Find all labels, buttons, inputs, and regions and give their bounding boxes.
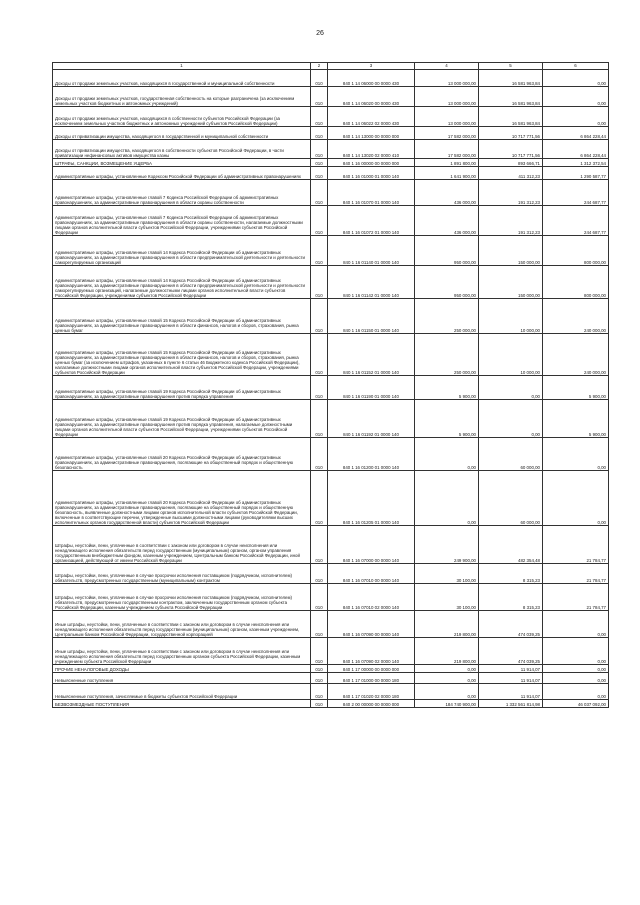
- row-name-cell: Административные штрафы, установленные Кодексом Российской Федерации об административных правонарушениях: [53, 167, 311, 180]
- row-name-cell: Доходы от продажи земельных участков, находящихся в собственности субъектов Российской Федерации (за исключением земельных участков бюджетных и автономных учреждений субъектов Российской Федерации): [53, 107, 311, 127]
- row-code-cell: 010: [311, 673, 328, 684]
- column-header: 4: [415, 63, 479, 70]
- column-header: 1: [53, 63, 311, 70]
- unexecuted-amount-cell: 5 900,00: [543, 376, 609, 400]
- column-header: 3: [328, 63, 415, 70]
- approved-amount-cell: 5 900,00: [415, 376, 479, 400]
- income-code-cell: 840 1 16 01190 01 0000 140: [328, 376, 415, 400]
- row-name-cell: Административные штрафы, установленные главой 14 Кодекса Российской Федерации об административных правонарушениях, за административные правонарушения в области предпринимательской деятельности и деятельности саморегулируемых организаций: [53, 236, 311, 266]
- unexecuted-amount-cell: 5 900,00: [543, 400, 609, 438]
- row-code-cell: 010: [311, 376, 328, 400]
- income-code-cell: 840 1 14 13020 02 0000 410: [328, 140, 415, 159]
- executed-amount-cell: 16 581 963,84: [479, 87, 543, 107]
- approved-amount-cell: 250 000,00: [415, 334, 479, 376]
- income-code-cell: 840 1 16 01200 01 0000 140: [328, 438, 415, 471]
- row-name-cell: Невыясненные поступления: [53, 673, 311, 684]
- column-header: 2: [311, 63, 328, 70]
- row-code-cell: 010: [311, 299, 328, 334]
- row-code-cell: 010: [311, 167, 328, 180]
- approved-amount-cell: 30 100,00: [415, 584, 479, 611]
- row-code-cell: 010: [311, 684, 328, 700]
- unexecuted-amount-cell: 0,00: [543, 107, 609, 127]
- row-code-cell: 010: [311, 665, 328, 673]
- unexecuted-amount-cell: 0,00: [543, 438, 609, 471]
- approved-amount-cell: 436 000,00: [415, 206, 479, 236]
- income-code-cell: 840 1 16 07090 02 0000 140: [328, 638, 415, 665]
- row-name-cell: Штрафы, неустойки, пени, уплаченные в случае просрочки исполнения поставщиком (подрядчиком, исполнителем) обязательств, предусмотренных государственным (муниципальным) контрактом: [53, 564, 311, 584]
- row-code-cell: 010: [311, 266, 328, 299]
- row-name-cell: Административные штрафы, установленные главой 19 Кодекса Российской Федерации об административных правонарушениях, за административные правонарушения против порядка управления: [53, 376, 311, 400]
- page-number: 26: [316, 30, 324, 37]
- table-row: [53, 471, 609, 526]
- row-code-cell: 010: [311, 584, 328, 611]
- approved-amount-cell: 250 000,00: [415, 299, 479, 334]
- row-code-cell: 010: [311, 70, 328, 87]
- unexecuted-amount-cell: 0,00: [543, 665, 609, 673]
- table-row: [53, 236, 609, 266]
- row-code-cell: 010: [311, 438, 328, 471]
- approved-amount-cell: 13 000 000,00: [415, 70, 479, 87]
- table-row: [53, 564, 609, 584]
- row-name-cell: Иные штрафы, неустойки, пени, уплаченные в соответствии с законом или договором в случае неисполнения или ненадлежащего исполнения обязательств перед государственным органом субъекта Российской Федерации, казенным учреждением субъекта Российской Федерации: [53, 638, 311, 665]
- executed-amount-cell: 0,00: [479, 400, 543, 438]
- executed-amount-cell: 150 000,00: [479, 266, 543, 299]
- unexecuted-amount-cell: 244 687,77: [543, 206, 609, 236]
- table-row: [53, 266, 609, 299]
- executed-amount-cell: 60 000,00: [479, 438, 543, 471]
- unexecuted-amount-cell: 240 000,00: [543, 299, 609, 334]
- unexecuted-amount-cell: 46 037 092,00: [543, 700, 609, 708]
- table-row: [53, 665, 609, 673]
- unexecuted-amount-cell: 0,00: [543, 70, 609, 87]
- row-name-cell: ШТРАФЫ, САНКЦИИ, ВОЗМЕЩЕНИЕ УЩЕРБА: [53, 159, 311, 167]
- executed-amount-cell: 16 581 963,84: [479, 70, 543, 87]
- table-row: [53, 299, 609, 334]
- executed-amount-cell: 10 717 771,56: [479, 127, 543, 140]
- unexecuted-amount-cell: 21 784,77: [543, 564, 609, 584]
- income-code-cell: 840 1 16 01072 01 0000 140: [328, 206, 415, 236]
- row-name-cell: Административные штрафы, установленные главой 7 Кодекса Российской Федерации об административных правонарушениях, за административные правонарушения в области охраны собственности: [53, 180, 311, 206]
- approved-amount-cell: 17 582 000,00: [415, 127, 479, 140]
- unexecuted-amount-cell: 0,00: [543, 684, 609, 700]
- income-code-cell: 840 1 14 06022 02 0000 430: [328, 107, 415, 127]
- row-code-cell: 010: [311, 400, 328, 438]
- row-code-cell: 010: [311, 87, 328, 107]
- table-row: [53, 70, 609, 87]
- table-row: [53, 167, 609, 180]
- executed-amount-cell: 16 581 963,84: [479, 107, 543, 127]
- executed-amount-cell: 8 315,23: [479, 564, 543, 584]
- approved-amount-cell: 0,00: [415, 665, 479, 673]
- unexecuted-amount-cell: 240 000,00: [543, 334, 609, 376]
- income-code-cell: 840 1 17 01000 00 0000 180: [328, 673, 415, 684]
- unexecuted-amount-cell: 21 784,77: [543, 526, 609, 564]
- income-code-cell: 840 1 16 01070 01 0000 140: [328, 180, 415, 206]
- income-code-cell: 840 1 16 01150 01 0000 140: [328, 299, 415, 334]
- unexecuted-amount-cell: 6 864 228,44: [543, 127, 609, 140]
- approved-amount-cell: 436 000,00: [415, 180, 479, 206]
- unexecuted-amount-cell: 0,00: [543, 638, 609, 665]
- table-row: [53, 700, 609, 708]
- row-code-cell: 010: [311, 638, 328, 665]
- income-code-cell: 840 1 16 07010 02 0000 140: [328, 584, 415, 611]
- unexecuted-amount-cell: 0,00: [543, 611, 609, 638]
- row-name-cell: Штрафы, неустойки, пени, уплаченные в случае просрочки исполнения поставщиком (подрядчиком, исполнителем) обязательств, предусмотренных государственным контрактом, заключенным государственным органом субъекта Российской Федерации, казенным учреждением субъекта Российской Федерации: [53, 584, 311, 611]
- row-code-cell: 010: [311, 334, 328, 376]
- column-header: 6: [543, 63, 609, 70]
- income-code-cell: 840 1 16 01152 01 0000 140: [328, 334, 415, 376]
- table-row: [53, 180, 609, 206]
- approved-amount-cell: 0,00: [415, 684, 479, 700]
- unexecuted-amount-cell: 0,00: [543, 673, 609, 684]
- table-row: [53, 140, 609, 159]
- executed-amount-cell: 191 312,23: [479, 180, 543, 206]
- table-row: [53, 400, 609, 438]
- table-row: [53, 526, 609, 564]
- row-name-cell: Штрафы, неустойки, пени, уплаченные в соответствии с законом или договором в случае неисполнения или ненадлежащего исполнения обязательств перед государственным (муниципальным) органом, органом управления государственным внебюджетным фондом, казенным учреждением, Центральным банком Российской Федерации, иной организацией, действующей от имени Российской Федерации: [53, 526, 311, 564]
- income-code-cell: 840 2 00 00000 00 0000 000: [328, 700, 415, 708]
- unexecuted-amount-cell: 0,00: [543, 87, 609, 107]
- row-code-cell: 010: [311, 107, 328, 127]
- unexecuted-amount-cell: 800 000,00: [543, 236, 609, 266]
- unexecuted-amount-cell: 800 000,00: [543, 266, 609, 299]
- income-code-cell: 840 1 16 00000 00 0000 000: [328, 159, 415, 167]
- row-name-cell: Административные штрафы, установленные главой 20 Кодекса Российской Федерации об административных правонарушениях, за административные правонарушения, посягающие на общественный порядок и общественную безопасность, выявленные должностными лицами органов исполнительной власти субъектов Российской Федерации, включенные в соответствующие перечни, утвержденные высшими должностными лицами (руководителями высших исполнительных органов государственной власти) субъектов Российской Федерации: [53, 471, 311, 526]
- income-code-cell: 840 1 14 06020 00 0000 430: [328, 87, 415, 107]
- executed-amount-cell: 60 000,00: [479, 471, 543, 526]
- table-body: [53, 70, 609, 708]
- income-code-cell: 840 1 16 01205 01 0000 140: [328, 471, 415, 526]
- executed-amount-cell: 11 914,07: [479, 665, 543, 673]
- approved-amount-cell: 17 582 000,00: [415, 140, 479, 159]
- row-name-cell: Административные штрафы, установленные главой 19 Кодекса Российской Федерации об административных правонарушениях, за административные правонарушения против порядка управления, налагаемые должностными лицами органов исполнительной власти субъектов Российской Федерации, учреждениями субъектов Российской Федерации: [53, 400, 311, 438]
- row-code-cell: 010: [311, 206, 328, 236]
- approved-amount-cell: 950 000,00: [415, 266, 479, 299]
- income-code-cell: 840 1 14 13000 00 0000 000: [328, 127, 415, 140]
- row-code-cell: 010: [311, 180, 328, 206]
- table-row: [53, 127, 609, 140]
- approved-amount-cell: 13 000 000,00: [415, 107, 479, 127]
- unexecuted-amount-cell: 0,00: [543, 471, 609, 526]
- column-number-row: [53, 63, 609, 70]
- row-name-cell: Административные штрафы, установленные главой 14 Кодекса Российской Федерации об административных правонарушениях, за административные правонарушения в области предпринимательской деятельности и деятельности саморегулируемых организаций, налагаемые должностными лицами органов исполнительной власти субъектов Российской Федерации, учреждениями субъектов Российской Федерации: [53, 266, 311, 299]
- executed-amount-cell: 11 914,07: [479, 684, 543, 700]
- approved-amount-cell: 0,00: [415, 673, 479, 684]
- table-row: [53, 334, 609, 376]
- row-code-cell: 010: [311, 471, 328, 526]
- unexecuted-amount-cell: 1 312 372,54: [543, 159, 609, 167]
- approved-amount-cell: 30 100,00: [415, 564, 479, 584]
- executed-amount-cell: 474 039,25: [479, 638, 543, 665]
- executed-amount-cell: 11 914,07: [479, 673, 543, 684]
- table-row: [53, 438, 609, 471]
- approved-amount-cell: 1 891 800,00: [415, 159, 479, 167]
- unexecuted-amount-cell: 244 687,77: [543, 180, 609, 206]
- executed-amount-cell: 0,00: [479, 376, 543, 400]
- income-code-cell: 840 1 16 07010 00 0000 140: [328, 564, 415, 584]
- row-name-cell: Невыясненные поступления, зачисляемые в бюджеты субъектов Российской Федерации: [53, 684, 311, 700]
- row-name-cell: Административные штрафы, установленные главой 15 Кодекса Российской Федерации об административных правонарушениях, за административные правонарушения в области финансов, налогов и сборов, страхования, рынка ценных бумаг: [53, 299, 311, 334]
- approved-amount-cell: 0,00: [415, 438, 479, 471]
- executed-amount-cell: 191 312,23: [479, 206, 543, 236]
- executed-amount-cell: 1 332 561 814,98: [479, 700, 543, 708]
- unexecuted-amount-cell: 6 864 228,44: [543, 140, 609, 159]
- row-name-cell: Административные штрафы, установленные главой 7 Кодекса Российской Федерации об административных правонарушениях, за административные правонарушения в области охраны собственности, налагаемые должностными лицами органов исполнительной власти субъектов Российской Федерации, учреждениями субъектов Российской Федерации: [53, 206, 311, 236]
- row-code-cell: 010: [311, 700, 328, 708]
- row-name-cell: БЕЗВОЗМЕЗДНЫЕ ПОСТУПЛЕНИЯ: [53, 700, 311, 708]
- row-code-cell: 010: [311, 236, 328, 266]
- executed-amount-cell: 893 666,71: [479, 159, 543, 167]
- income-code-cell: 840 1 16 01140 01 0000 140: [328, 236, 415, 266]
- executed-amount-cell: 10 000,00: [479, 299, 543, 334]
- row-code-cell: 010: [311, 140, 328, 159]
- row-code-cell: 010: [311, 526, 328, 564]
- unexecuted-amount-cell: 1 290 587,77: [543, 167, 609, 180]
- table-row: [53, 638, 609, 665]
- approved-amount-cell: 1 641 900,00: [415, 167, 479, 180]
- table-row: [53, 673, 609, 684]
- income-code-cell: 840 1 16 07000 00 0000 140: [328, 526, 415, 564]
- executed-amount-cell: 150 000,00: [479, 236, 543, 266]
- executed-amount-cell: 474 039,25: [479, 611, 543, 638]
- table-row: [53, 584, 609, 611]
- row-code-cell: 010: [311, 127, 328, 140]
- approved-amount-cell: 184 740 900,00: [415, 700, 479, 708]
- executed-amount-cell: 411 312,23: [479, 167, 543, 180]
- income-code-cell: 840 1 16 01000 01 0000 140: [328, 167, 415, 180]
- row-name-cell: Доходы от продажи земельных участков, государственная собственность на которые разграничена (за исключением земельных участков бюджетных и автономных учреждений): [53, 87, 311, 107]
- row-name-cell: Административные штрафы, установленные главой 20 Кодекса Российской Федерации об административных правонарушениях, за административные правонарушения, посягающие на общественный порядок и общественную безопасность: [53, 438, 311, 471]
- row-code-cell: 010: [311, 611, 328, 638]
- income-code-cell: 840 1 16 01192 01 0000 140: [328, 400, 415, 438]
- column-header: 5: [479, 63, 543, 70]
- income-code-cell: 840 1 16 07090 00 0000 140: [328, 611, 415, 638]
- revenue-table: [52, 62, 609, 708]
- row-name-cell: Административные штрафы, установленные главой 15 Кодекса Российской Федерации об административных правонарушениях, за административные правонарушения в области финансов, налогов и сборов, страхования, рынка ценных бумаг (за исключением штрафов, указанных в пункте 6 статьи 46 Бюджетного кодекса Российской Федерации), налагаемые должностными лицами органов исполнительной власти субъектов Российской Федерации, учреждениями субъектов Российской Федерации: [53, 334, 311, 376]
- table-row: [53, 107, 609, 127]
- executed-amount-cell: 482 354,48: [479, 526, 543, 564]
- executed-amount-cell: 10 000,00: [479, 334, 543, 376]
- table-row: [53, 159, 609, 167]
- approved-amount-cell: 249 900,00: [415, 526, 479, 564]
- approved-amount-cell: 950 000,00: [415, 236, 479, 266]
- income-code-cell: 840 1 16 01142 01 0000 140: [328, 266, 415, 299]
- table-row: [53, 611, 609, 638]
- unexecuted-amount-cell: 21 784,77: [543, 584, 609, 611]
- approved-amount-cell: 13 000 000,00: [415, 87, 479, 107]
- row-code-cell: 010: [311, 564, 328, 584]
- row-name-cell: Доходы от приватизации имущества, находящегося в собственности субъектов Российской Федерации, в части приватизации нефинансовых активов имущества казны: [53, 140, 311, 159]
- income-code-cell: 840 1 17 01020 02 0000 180: [328, 684, 415, 700]
- row-name-cell: Доходы от продажи земельных участков, находящихся в государственной и муниципальной собственности: [53, 70, 311, 87]
- income-code-cell: 840 1 14 06000 00 0000 430: [328, 70, 415, 87]
- table-row: [53, 87, 609, 107]
- approved-amount-cell: 219 800,00: [415, 611, 479, 638]
- row-name-cell: Доходы от приватизации имущества, находящегося в государственной и муниципальной собственности: [53, 127, 311, 140]
- row-name-cell: ПРОЧИЕ НЕНАЛОГОВЫЕ ДОХОДЫ: [53, 665, 311, 673]
- income-code-cell: 840 1 17 00000 00 0000 000: [328, 665, 415, 673]
- approved-amount-cell: 5 900,00: [415, 400, 479, 438]
- approved-amount-cell: 219 800,00: [415, 638, 479, 665]
- executed-amount-cell: 10 717 771,56: [479, 140, 543, 159]
- row-code-cell: 010: [311, 159, 328, 167]
- table-row: [53, 376, 609, 400]
- executed-amount-cell: 8 315,23: [479, 584, 543, 611]
- table-row: [53, 684, 609, 700]
- row-name-cell: Иные штрафы, неустойки, пени, уплаченные в соответствии с законом или договором в случае неисполнения или ненадлежащего исполнения обязательств перед государственным (муниципальным) органом, казенным учреждением, Центральным банком Российской Федерации, государственной корпорацией: [53, 611, 311, 638]
- table-row: [53, 206, 609, 236]
- approved-amount-cell: 0,00: [415, 471, 479, 526]
